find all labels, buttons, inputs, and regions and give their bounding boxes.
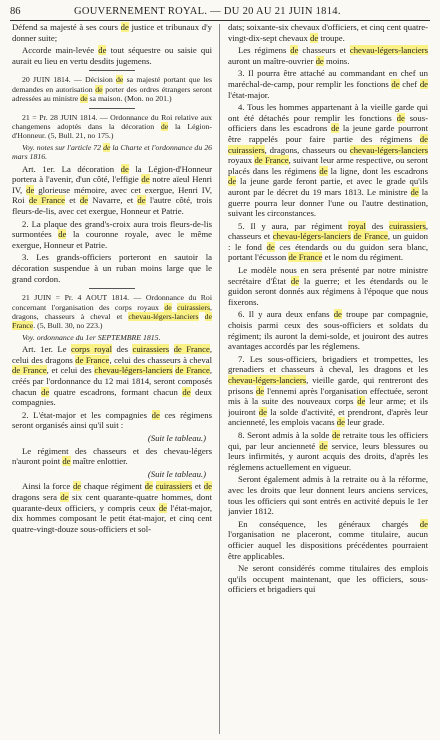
paragraph: Ainsi la force de chaque régiment de cuirassiers et de dragons sera de six cent quarante-quatre hommes, dont quarante-deux officiers, y compris ceux de l'état-major, dix hommes composant le petit état-major, et cinq cent quatre-vingt-douze sous-officiers et sol- [12,481,212,534]
left-column [12,22,212,736]
paragraph: Ne seront considérés comme titulaires des emplois qu'ils occupent maintenant, que les officiers, sous-officiers et brigadiers qui [228,563,428,595]
paragraph: Le régiment des chasseurs et des chevau-légers n'auront point de maître enlottier. [12,445,212,467]
running-title: GOUVERNEMENT ROYAL. — DU 20 AU 21 JUIN 1814. [74,6,341,17]
section-rule [89,70,135,71]
paragraph: En conséquence, les généraux chargés de l'organisation ne placeront, comme titulaire, aucun officier auquel les dispositions précédentes pourraient être applicables. [228,518,428,561]
decree-heading: 21 JUIN = Pr. 4 AOUT 1814. — Ordonnance du Roi concernant l'organisation des corps royaux de cuirassiers, dragons, chasseurs à cheval et chevau-légers-lanciers de France. (5, Bull. 30, no 223.) [12,293,212,331]
article: 7. Les sous-officiers, brigadiers et trompettes, les grenadiers et chasseurs à cheval, les dragons et les chevau-légers-lanciers, vieille garde, qui rentreront des prisons de l'ennemi après l'organisation effectuée, seront mis à la suite des nouveaux corps de leur arme; et ils jouiront de la solde d'activité, et prendront, d'après leur ancienneté, les emplois vacans de leur grade. [228,353,428,428]
voy-note: Voy. notes sur l'article 72 de la Charte et l'ordonnance du 26 mars 1816. [12,142,212,162]
right-column [228,22,428,736]
article: 2. L'état-major et les compagnies de ces régimens seront organisés ainsi qu'il suit : [12,409,212,431]
table-note: (Suit le tableau.) [147,432,206,443]
table-note: (Suit le tableau.) [147,468,206,479]
article: 6. Il y aura deux enfans de troupe par compagnie, choisis parmi ceux des sous-officiers et soldats du régiment; ils auront la demi-solde, et jouiront des autres avantages accordés par les réglemens. [228,309,428,352]
paragraph: Défend sa majesté à ses cours de justice et tribunaux d'y donner suite; [12,22,212,43]
section-rule [89,108,135,109]
column-divider [219,24,220,734]
article: Art. 1er. Le corps royal des cuirassiers de France, celui des dragons de France, celui des chasseurs à cheval de France, et celui des chevau-légers-lanciers de France, créés par l'ordonnance du 12 mai 1814, seront composés chacun de quatre escadrons, formant chacun de deux compagnies. [12,344,212,408]
header-rule [10,20,430,21]
voy-note: Voy. ordonnance du 1er SEPTEMBRE 1815. [22,332,161,342]
page-header [10,4,430,20]
paragraph: Le modèle nous en sera présenté par notre ministre secrétaire d'État de la guerre; et les étendards ou le guidon seront donnés aux régimens à l'époque que nous fixerons. [228,265,428,307]
article: Art. 1er. La décoration de la Légion-d'Honneur portera à l'avenir, d'un côté, l'effigie de notre aïeul Henri IV, de glorieuse mémoire, avec cet exergue, Henri IV, Roi de France et de Navarre, et de l'autre côté, trois fleurs-de-lis, avec cet exergue, Honneur et Patrie. [12,163,212,216]
article: 2. La plaque des grand's-croix aura trois fleurs-de-lis surmontées de la couronne royale, avec le même exergue, Honneur et Patrie. [12,218,212,250]
article: 3. Les grands-officiers porteront en sautoir la décoration suspendue à un ruban moins large que le grand cordon. [12,252,212,284]
decree-heading: 21 = Pr. 28 JUIN 1814. — Ordonnance du Roi relative aux changemens adoptés dans la décoration de la Légion-d'Honneur. (5, Bull. 21, no 175.) [12,112,212,141]
paragraph: dats; soixante-six chevaux d'officiers, et cinq cent quatre-vingt-dix-sept chevaux de troupe. [228,22,428,43]
section-rule [89,288,135,289]
article: 4. Tous les hommes appartenant à la vieille garde qui ont été détachés pour remplir les fonctions de sous-officiers dans les escadrons de la jeune garde pourront être rappelés pour faire partie des régimens de cuirassiers, dragons, chasseurs ou chevau-légers-lanciers royaux de France, suivant leur arme respective, ou seront placés dans les régimens de la ligne, dont les escadrons de la jeune garde feront partie, et avec le grade qu'ils auront par le décret du 19 mars 1813. Le ministre de la guerre pourra leur donner l'une ou l'autre destination, suivant les circonstances. [228,102,428,219]
decree-heading: 20 JUIN 1814. — Décision de sa majesté portant que les demandes en autorisation de porter des ordres étrangers seront adressées au ministre de sa maison. (Mon. no 201.) [12,75,212,104]
paragraph: Accorde main-levée de tout séquestre ou saisie qui aurait eu lieu en vertu desdits jugemens. [12,45,212,66]
paragraph: Les régimens de chasseurs et chevau-légers-lanciers auront un maître-ouvrier de moins. [228,45,428,66]
article: 8. Seront admis à la solde de retraite tous les officiers qui, par leur ancienneté de service, leurs blessures ou leurs infirmités, y auront acquis des droits, d'après les réglemens actuellement en vigueur. [228,429,428,472]
article: 3. Il pourra être attaché au commandant en chef un maréchal-de-camp, pour remplir les fonctions de chef de l'état-major. [228,68,428,100]
paragraph: Seront également admis à la retraite ou à la réforme, avec les droits que leur donnent leurs anciens services, tous les officiers qui sont entrés en activité depuis le 1er janvier 1812. [228,474,428,517]
article: 5. Il y aura, par régiment royal des cuirassiers, chasseurs et chevau-légers-lanciers de France, un guidon : le fond de ces étendards ou du guidon sera blanc, portant l'écusson de France et le nom du régiment. [228,220,428,263]
page-number: 86 [10,6,21,17]
